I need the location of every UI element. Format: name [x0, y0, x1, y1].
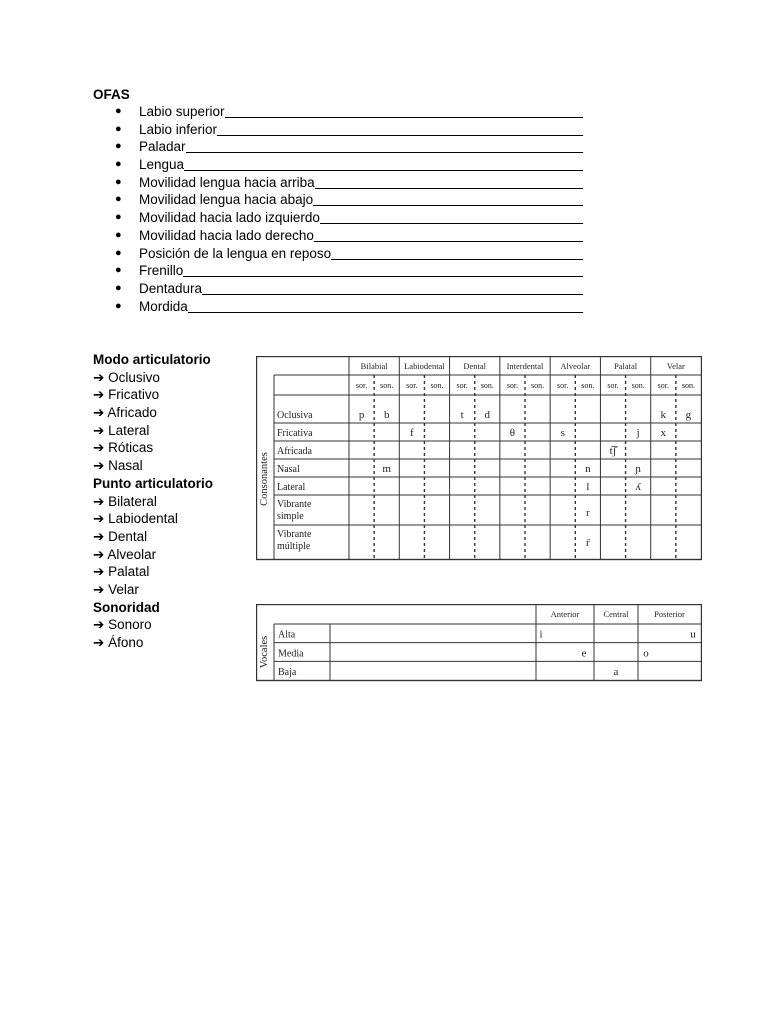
- ofas-item: [93, 209, 588, 227]
- arrow-icon: ➔: [93, 617, 105, 633]
- vowel-symbol: i: [539, 628, 543, 641]
- bullet-icon: ●: [115, 105, 122, 117]
- arrow-icon: ➔: [93, 511, 105, 527]
- legend-item: [93, 510, 213, 528]
- answer-line: [313, 205, 583, 206]
- phoneme-symbol: m: [382, 463, 391, 475]
- row-label: Vibrante: [277, 529, 312, 540]
- ofas-item-label: Movilidad hacia lado derecho: [139, 227, 314, 243]
- arrow-icon: ➔: [93, 440, 105, 456]
- ofas-item-label: Paladar: [139, 139, 186, 155]
- sub-header: son.: [531, 381, 545, 390]
- sub-header: son.: [480, 381, 494, 390]
- phoneme-symbol: s: [560, 427, 565, 439]
- legend-item: [93, 493, 213, 511]
- arrow-icon: ➔: [93, 387, 105, 403]
- articulation-legend: [93, 351, 213, 652]
- bullet-icon: ●: [115, 122, 122, 135]
- arrow-icon: ➔: [93, 458, 105, 474]
- row-label: Baja: [278, 667, 297, 678]
- ofas-item: [93, 262, 588, 280]
- side-label: Consonantes: [259, 452, 270, 506]
- ofas-item-label: Lengua: [139, 157, 185, 173]
- ofas-item: [93, 138, 588, 156]
- ofas-item-label: Mordida: [139, 298, 188, 314]
- legend-item: [93, 422, 213, 440]
- legend-item-label: Lateral: [104, 422, 150, 438]
- row-label: Africada: [277, 446, 312, 457]
- bullet-icon: ●: [115, 299, 122, 312]
- legend-item-label: Alveolar: [104, 546, 157, 562]
- phoneme-symbol: d: [484, 409, 491, 421]
- vowels-table-svg: [256, 604, 702, 682]
- legend-item: [93, 386, 213, 404]
- phoneme-symbol: x: [660, 427, 667, 439]
- answer-line: [183, 276, 583, 277]
- phoneme-symbol: p: [358, 409, 365, 421]
- column-header: Bilabial: [360, 361, 388, 371]
- side-label: Vocales: [259, 635, 270, 669]
- row-label: Nasal: [277, 464, 300, 475]
- sub-header: son.: [380, 381, 394, 390]
- answer-line: [225, 117, 583, 118]
- sub-header: sor.: [456, 381, 468, 390]
- phoneme-symbol: k: [660, 409, 667, 421]
- answer-line: [188, 312, 583, 313]
- answer-line: [320, 223, 583, 224]
- answer-line: [314, 241, 583, 242]
- column-header: Palatal: [614, 361, 638, 371]
- phoneme-symbol: t͡ʃ: [609, 445, 617, 457]
- ofas-item-label: Labio inferior: [139, 121, 218, 137]
- ofas-item: [93, 103, 588, 121]
- sub-header: sor.: [406, 381, 418, 390]
- row-label: Lateral: [277, 482, 306, 493]
- arrow-icon: ➔: [93, 528, 105, 544]
- legend-item: [93, 546, 213, 564]
- ofas-item: [93, 156, 588, 174]
- bullet-icon: ●: [115, 140, 122, 153]
- column-header: Labiodental: [404, 361, 445, 371]
- arrow-icon: ➔: [93, 635, 105, 650]
- row-label: múltiple: [277, 541, 311, 552]
- bullet-icon: ●: [115, 193, 122, 206]
- ofas-item-label: Movilidad lengua hacia abajo: [139, 192, 314, 208]
- row-label: Vibrante: [277, 499, 312, 510]
- column-header: Posterior: [654, 609, 685, 619]
- legend-heading: Modo articulatorio: [93, 352, 211, 367]
- ofas-item: [93, 280, 588, 298]
- ofas-list: [93, 103, 588, 315]
- ofas-item-label: Posición de la lengua en reposo: [139, 245, 332, 261]
- legend-item-label: Dental: [104, 528, 148, 544]
- phoneme-symbol: t: [460, 409, 464, 421]
- sub-header: sor.: [506, 381, 519, 390]
- consonants-table: [256, 356, 702, 566]
- row-label: Fricativa: [277, 428, 313, 439]
- ofas-item: [93, 191, 588, 209]
- legend-item-label: Palatal: [104, 564, 150, 580]
- bullet-icon: ●: [115, 264, 122, 277]
- legend-item-label: Sonoro: [104, 617, 152, 633]
- ofas-item-label: Labio superior: [139, 104, 225, 119]
- legend-item: [93, 369, 213, 387]
- row-label: Oclusiva: [277, 410, 313, 421]
- bullet-icon: ●: [115, 228, 122, 241]
- ofas-title: OFAS: [93, 87, 130, 102]
- column-header: Velar: [666, 361, 685, 371]
- ofas-item: [93, 245, 588, 263]
- bullet-icon: ●: [115, 211, 122, 224]
- legend-item-label: Oclusivo: [104, 369, 160, 385]
- vowel-symbol: u: [690, 628, 696, 641]
- sub-header: son.: [631, 381, 645, 390]
- answer-line: [202, 294, 583, 295]
- legend-item-label: Fricativo: [104, 387, 160, 403]
- legend-item-label: Nasal: [104, 458, 143, 474]
- arrow-icon: ➔: [93, 581, 105, 597]
- arrow-icon: ➔: [93, 546, 105, 562]
- legend-item-label: Bilateral: [104, 493, 157, 509]
- phoneme-symbol: f: [410, 427, 414, 439]
- bullet-icon: ●: [115, 246, 122, 259]
- legend-item-label: Velar: [104, 581, 139, 597]
- legend-item: [93, 581, 213, 599]
- column-header: Alveolar: [560, 361, 591, 371]
- ofas-item: [93, 174, 588, 192]
- bullet-icon: ●: [115, 158, 122, 171]
- vowel-symbol: e: [581, 647, 587, 660]
- sub-header: son.: [430, 381, 444, 390]
- ofas-item-label: Dentadura: [139, 280, 203, 296]
- answer-line: [184, 170, 583, 171]
- phoneme-symbol: j: [636, 427, 640, 439]
- legend-item: [93, 439, 213, 457]
- sub-header: sor.: [607, 381, 619, 390]
- vowels-table: [256, 604, 702, 687]
- column-header: Anterior: [550, 609, 580, 619]
- phoneme-symbol: ɲ: [635, 463, 641, 475]
- phoneme-symbol: θ: [509, 427, 516, 439]
- legend-item-label: Labiodental: [104, 511, 178, 527]
- answer-line: [331, 259, 583, 260]
- legend-item: [93, 563, 213, 581]
- answer-line: [217, 135, 583, 136]
- legend-heading: Punto articulatorio: [93, 475, 214, 491]
- phoneme-symbol: b: [383, 409, 390, 421]
- arrow-icon: ➔: [93, 369, 105, 385]
- legend-heading: Sonoridad: [93, 599, 160, 615]
- legend-item-label: Róticas: [104, 440, 154, 456]
- answer-line: [315, 188, 583, 189]
- sub-header: son.: [681, 381, 695, 390]
- phoneme-symbol: ʎ: [635, 481, 641, 493]
- bullet-icon: ●: [115, 281, 122, 294]
- row-label: simple: [277, 511, 304, 522]
- ofas-item-label: Frenillo: [139, 263, 184, 279]
- answer-line: [186, 152, 583, 153]
- legend-item-label: Africado: [104, 405, 157, 421]
- ofas-item: [93, 298, 588, 316]
- vowel-symbol: a: [613, 666, 619, 678]
- column-header: Interdental: [506, 361, 544, 371]
- legend-item: [93, 457, 213, 475]
- phoneme-symbol: r: [586, 507, 590, 519]
- ofas-item: [93, 227, 588, 245]
- legend-item: [93, 404, 213, 422]
- consonants-table-svg: [256, 356, 702, 561]
- column-header: Dental: [463, 361, 487, 371]
- arrow-icon: ➔: [93, 422, 105, 438]
- sub-header: sor.: [657, 381, 669, 390]
- bullet-icon: ●: [115, 175, 122, 188]
- arrow-icon: ➔: [93, 405, 105, 421]
- row-label: Alta: [278, 629, 296, 641]
- row-label: Media: [278, 648, 304, 660]
- phoneme-symbol: g: [685, 409, 692, 421]
- sub-header: sor.: [355, 381, 368, 390]
- phoneme-symbol: r̄: [586, 537, 590, 549]
- arrow-icon: ➔: [93, 493, 105, 509]
- sub-header: son.: [581, 381, 595, 390]
- legend-item-label: Áfono: [104, 635, 144, 650]
- arrow-icon: ➔: [93, 564, 105, 580]
- legend-item: [93, 528, 213, 546]
- legend-item: [93, 616, 213, 634]
- vowel-symbol: o: [643, 647, 649, 660]
- phoneme-symbol: n: [585, 463, 591, 475]
- ofas-item-label: Movilidad lengua hacia arriba: [139, 174, 315, 190]
- column-header: Central: [603, 609, 629, 619]
- ofas-item-label: Movilidad hacia lado izquierdo: [139, 210, 320, 226]
- ofas-item: [93, 121, 588, 139]
- phoneme-symbol: l: [586, 481, 590, 493]
- legend-item: [93, 634, 213, 652]
- sub-header: sor.: [557, 381, 569, 390]
